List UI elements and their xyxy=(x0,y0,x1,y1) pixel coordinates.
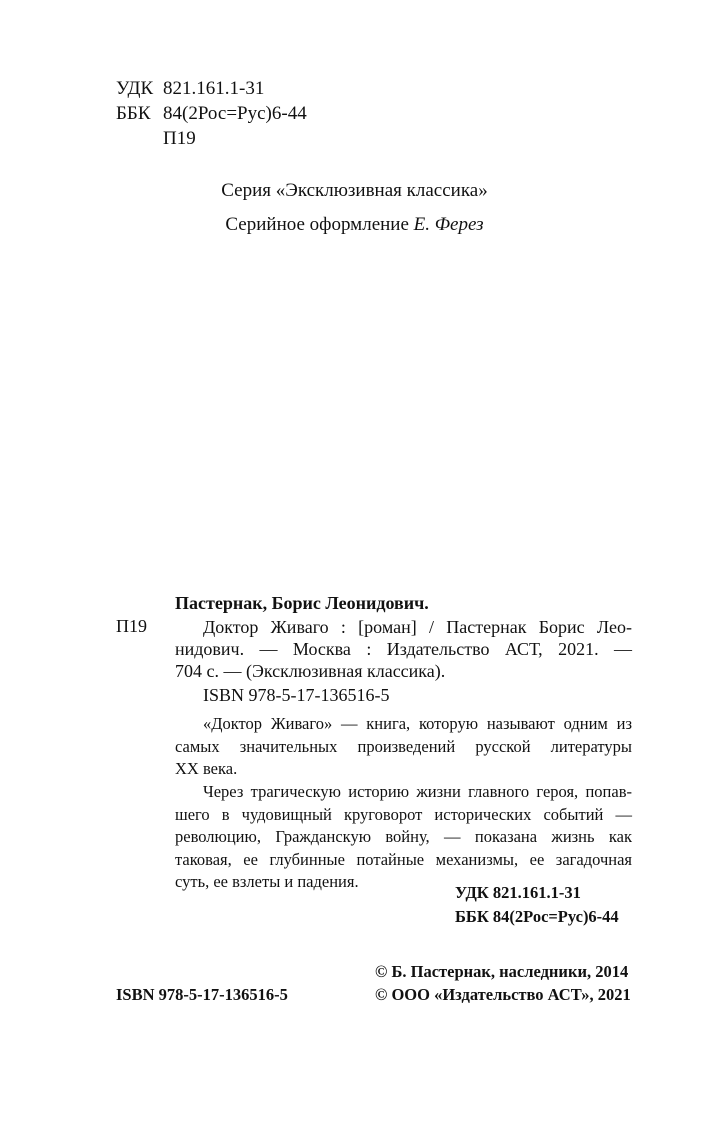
annotation-paragraph-2 xyxy=(175,781,632,894)
annotation-line: XX века. xyxy=(175,759,238,778)
bbk-value: 84(2Рос=Рус)6-44 xyxy=(163,103,307,124)
imprint-isbn: ISBN 978-5-17-136516-5 xyxy=(116,985,288,1004)
catalog-entry-line: Доктор Живаго : [роман] / Пастернак Борис Лео- xyxy=(203,617,632,637)
series-line: Серия «Эксклюзивная классика» xyxy=(221,180,488,201)
annotation-line: таковая, ее глубинные потайные механизмы, ее загадочная xyxy=(175,849,632,869)
annotation-line: суть, ее взлеты и падения. xyxy=(175,872,359,891)
catalog-mark: П19 xyxy=(116,616,147,636)
annotation-line: «Доктор Живаго» — книга, которую называют одним из xyxy=(203,714,632,733)
catalog-entry-line: 704 с. — (Эксклюзивная классика). xyxy=(175,661,446,681)
catalog-author-heading: Пастернак, Борис Леонидович. xyxy=(175,593,429,613)
annotation-line: революцию, Гражданскую войну, — показана жизнь как xyxy=(175,827,632,846)
catalog-entry xyxy=(175,616,632,682)
annotation-line: самых значительных произведений русской литературы xyxy=(175,736,632,756)
annotation-line: Через трагическую историю жизни главного героя, попав- xyxy=(203,782,632,801)
catalog-isbn: ISBN 978-5-17-136516-5 xyxy=(203,685,390,705)
series-design-line xyxy=(0,214,709,236)
copyright-author: © Б. Пастернак, наследники, 2014 xyxy=(375,962,629,981)
udk-label: УДК xyxy=(116,78,154,99)
bbk-label: ББК xyxy=(116,103,151,124)
catalog-entry-line: нидович. — Москва : Издательство АСТ, 2021. — xyxy=(175,639,632,659)
author-mark: П19 xyxy=(163,128,196,149)
footer-bbk: ББК 84(2Рос=Рус)6-44 xyxy=(455,907,619,926)
footer-udk: УДК 821.161.1-31 xyxy=(455,883,581,902)
series-design-prefix: Серийное оформление xyxy=(225,214,409,235)
copyright-publisher: © ООО «Издательство АСТ», 2021 xyxy=(375,985,631,1004)
annotation-line: шего в чудовищный круговорот исторических событий — xyxy=(175,804,632,824)
udk-value: 821.161.1-31 xyxy=(163,78,265,99)
series-designer: Е. Ферез xyxy=(413,214,484,235)
annotation-paragraph-1 xyxy=(175,713,632,781)
